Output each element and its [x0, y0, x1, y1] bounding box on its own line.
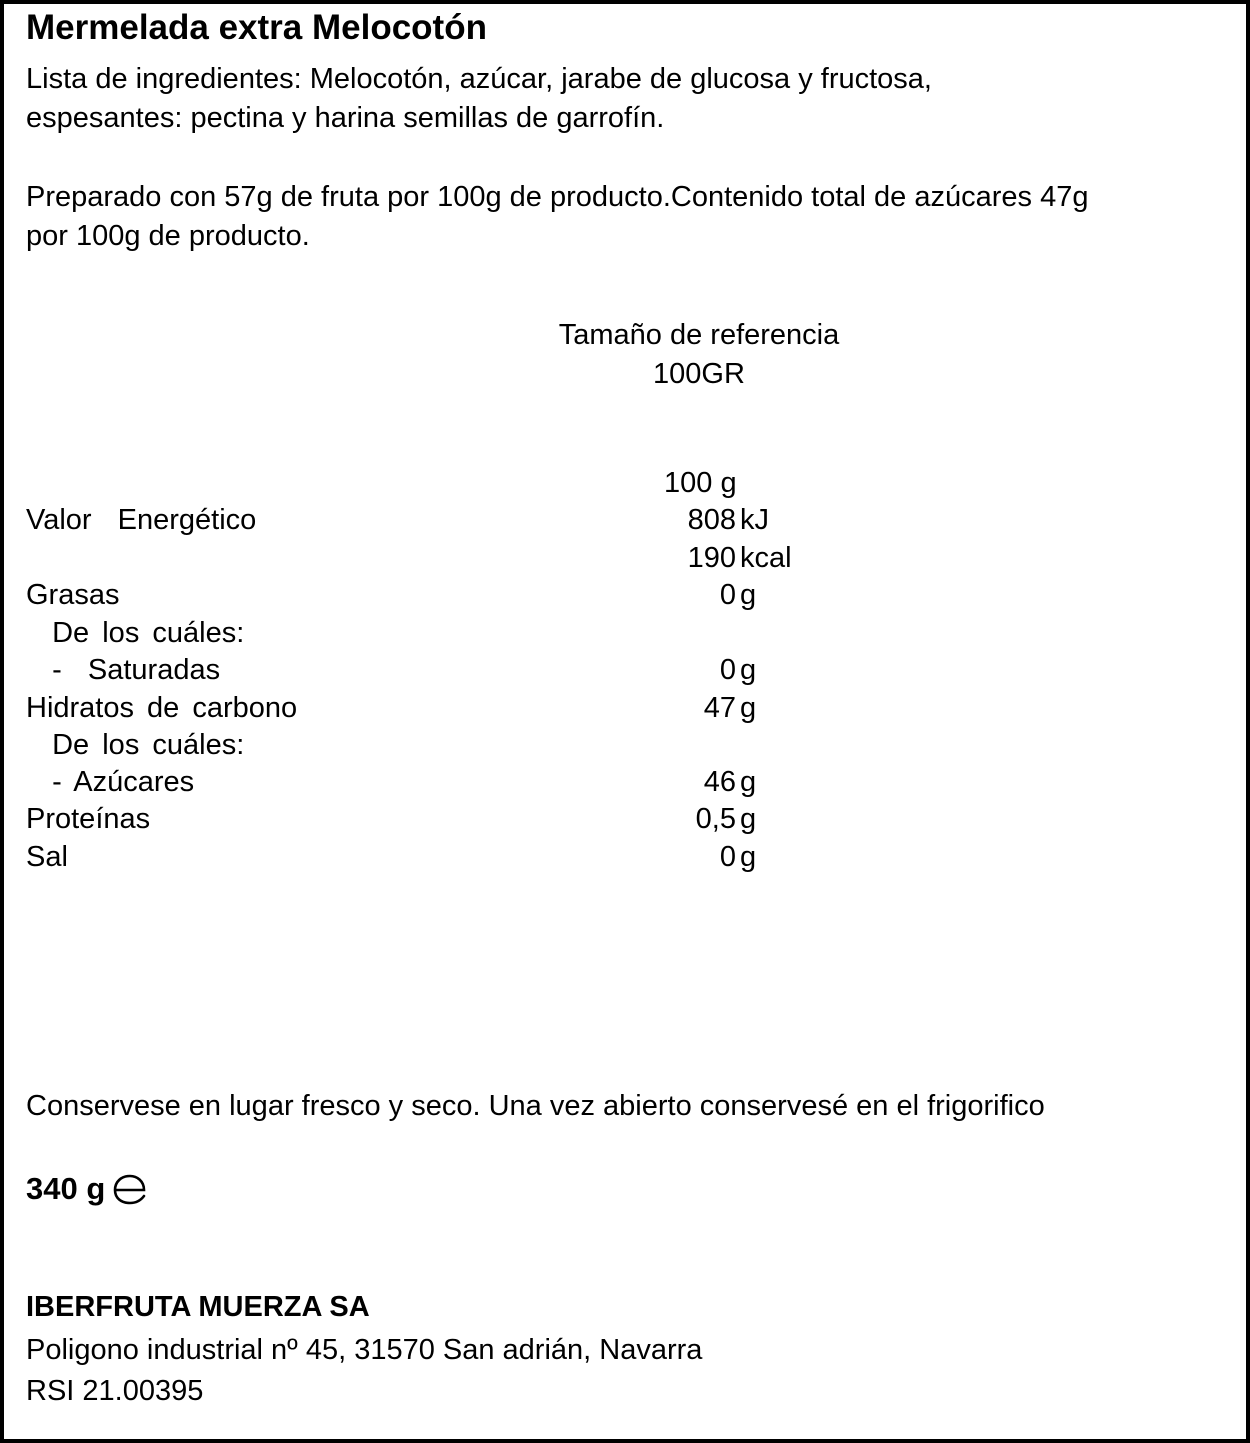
nutrition-row — [26, 727, 1226, 764]
ingredients-line-1: Lista de ingredientes: Melocotón, azúcar, jarabe de glucosa y fructosa, — [26, 63, 932, 95]
nutrient-value: 0 — [719, 579, 736, 611]
storage-instructions: Conservese en lugar fresco y seco. Una vez abierto conservesé en el frigorifico — [26, 1090, 1045, 1122]
nutrition-row — [26, 652, 1226, 689]
nutrient-unit: g — [740, 766, 757, 798]
energy-kcal-unit: kcal — [740, 542, 792, 574]
nutrient-label: - Azúcares — [26, 766, 195, 798]
nutrition-row — [26, 839, 1226, 876]
nutrient-unit: g — [740, 841, 757, 873]
nutrition-row — [26, 690, 1226, 727]
energy-kj-unit: kJ — [740, 504, 769, 536]
company-rsi: RSI 21.00395 — [26, 1375, 204, 1407]
nutrition-column-header: 100 g — [664, 467, 737, 499]
energy-label: Valor Energético — [26, 504, 257, 536]
net-weight — [26, 1167, 149, 1211]
net-weight-value: 340 g — [26, 1171, 106, 1206]
nutrient-label: De los cuáles: — [26, 729, 245, 761]
reference-size-label: Tamaño de referencia — [558, 319, 840, 351]
nutrition-row — [26, 615, 1226, 652]
energy-kcal-value: 190 — [687, 542, 736, 574]
nutrient-unit: g — [740, 692, 757, 724]
nutrition-header-row — [26, 465, 1226, 502]
nutrition-row — [26, 577, 1226, 614]
reference-size-value: 100GR — [653, 358, 745, 390]
nutrient-label: - Saturadas — [26, 654, 221, 686]
fruit-content-line-2: por 100g de producto. — [26, 220, 310, 252]
nutrient-unit: g — [740, 803, 757, 835]
energy-kj-value: 808 — [687, 504, 736, 536]
company-address: Poligono industrial nº 45, 31570 San adrián, Navarra — [26, 1334, 703, 1366]
nutrient-label: Proteínas — [26, 803, 151, 835]
company-name: IBERFRUTA MUERZA SA — [26, 1291, 370, 1323]
nutrient-value: 0,5 — [695, 803, 736, 835]
nutrient-value: 47 — [703, 692, 736, 724]
nutrient-label: Hidratos de carbono — [26, 692, 298, 724]
nutrient-value: 46 — [703, 766, 736, 798]
nutrition-row — [26, 801, 1226, 838]
nutrient-label: Grasas — [26, 579, 120, 611]
nutrient-label: Sal — [26, 841, 68, 873]
ingredients-line-2: espesantes: pectina y harina semillas de garrofín. — [26, 102, 665, 134]
fruit-content-line-1: Preparado con 57g de fruta por 100g de producto.Contenido total de azúcares 47g — [26, 181, 1089, 213]
nutrient-value: 0 — [719, 654, 736, 686]
product-title: Mermelada extra Melocotón — [26, 8, 487, 47]
nutrient-value: 0 — [719, 841, 736, 873]
energy-kcal-row — [26, 540, 1226, 577]
nutrient-unit: g — [740, 654, 757, 686]
nutrition-row — [26, 764, 1226, 801]
estimated-e-mark-icon — [111, 1171, 149, 1207]
nutrient-unit: g — [740, 579, 757, 611]
energy-kj-row — [26, 502, 1226, 539]
nutrient-label: De los cuáles: — [26, 617, 245, 649]
